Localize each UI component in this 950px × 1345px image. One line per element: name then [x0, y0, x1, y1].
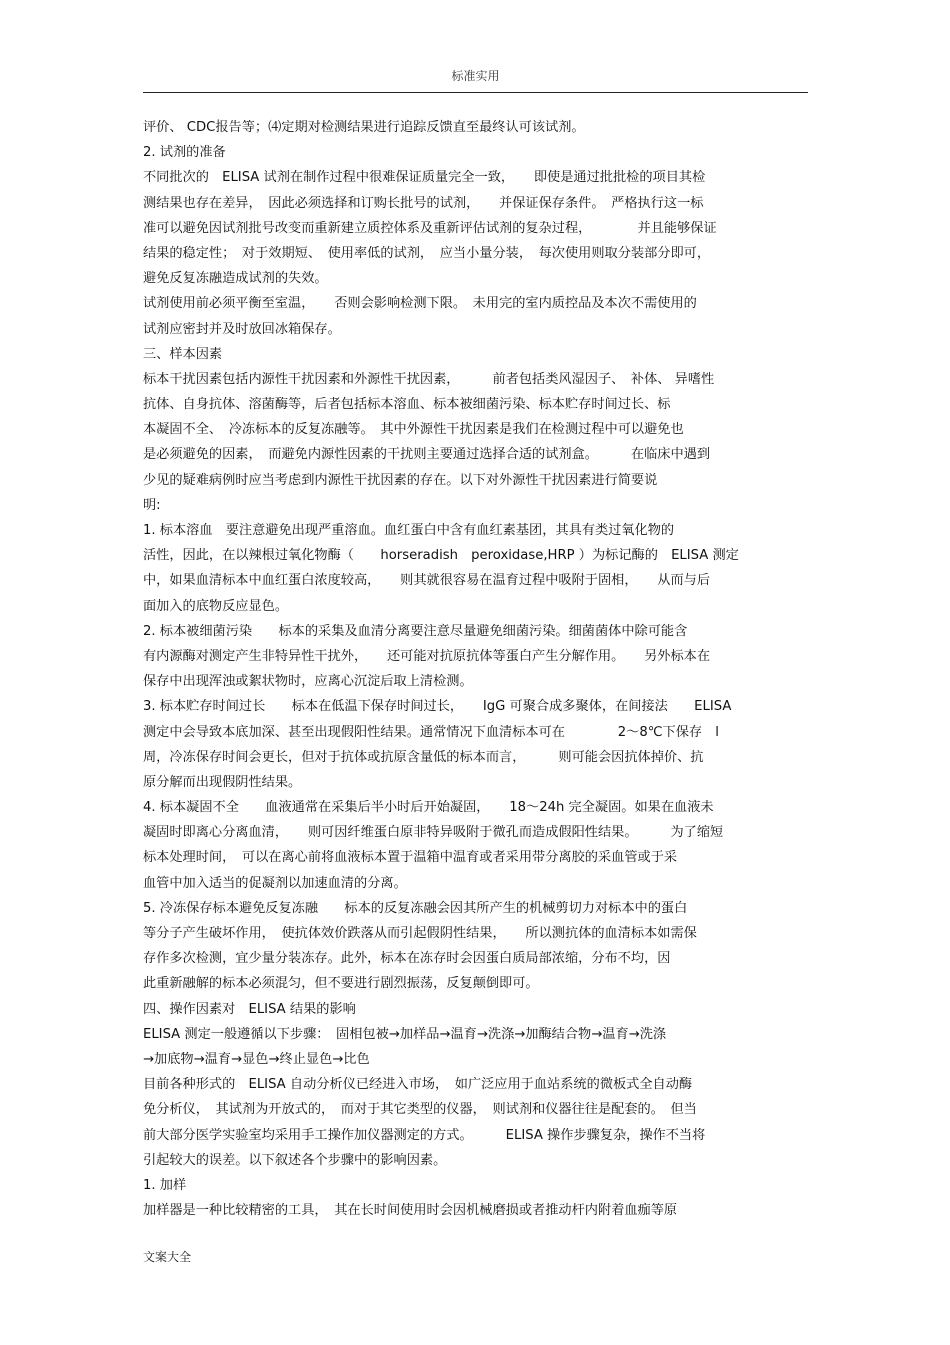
- text-line: 避免反复冻融造成试剂的失效。: [143, 271, 328, 287]
- text-line: 引起较大的误差。以下叙述各个步骤中的影响因素。: [143, 1152, 447, 1168]
- text-line: 加样器是一种比较精密的工具， 其在长时间使用时会因机械磨损或者推动杆内附着血痂等原: [143, 1203, 678, 1219]
- text-line: 不同批次的 ELISA 试剂在制作过程中很难保证质量完全一致， 即使是通过批批检的项目其检: [143, 170, 706, 186]
- text-line: 3. 标本贮存时间过长 标本在低温下保存时间过长， IgG 可聚合成多聚体，在间接法 ELISA: [143, 699, 732, 715]
- text-line: 免分析仪， 其试剂为开放式的， 而对于其它类型的仪器， 则试剂和仪器往往是配套的。 但当: [143, 1102, 697, 1118]
- text-line: 周，冷冻保存时间会更长，但对于抗体或抗原含量低的标本而言， 则可能会因抗体掉价、抗: [143, 749, 704, 765]
- text-line: 是必须避免的因素， 而避免内源性因素的干扰则主要通过选择合适的试剂盒。 在临床中遇到: [143, 447, 711, 463]
- text-line: 中，如果血清标本中血红蛋白浓度较高， 则其就很容易在温育过程中吸附于固相， 从而与后: [143, 573, 711, 589]
- text-line: 本凝固不全、 冷冻标本的反复冻融等。 其中外源性干扰因素是我们在检测过程中可以避免也: [143, 422, 684, 438]
- text-line: 明:: [143, 497, 161, 513]
- text-line: 原分解而出现假阴性结果。: [143, 774, 302, 790]
- header-title: 标准实用: [451, 69, 500, 83]
- text-line: 存作多次检测，宜少量分装冻存。此外，标本在冻存时会因蛋白质局部浓缩，分布不均，因: [143, 951, 671, 967]
- text-line: 1. 加样: [143, 1177, 187, 1193]
- text-line: 5. 冷冻保存标本避免反复冻融 标本的反复冻融会因其所产生的机械剪切力对标本中的蛋白: [143, 900, 688, 916]
- text-line: 抗体、自身抗体、溶菌酶等，后者包括标本溶血、标本被细菌污染、标本贮存时间过长、标: [143, 397, 671, 413]
- text-line: 测定中会导致本底加深、甚至出现假阳性结果。通常情况下血清标本可在 2～8℃下保存 l: [143, 724, 719, 740]
- text-line: 1. 标本溶血 要注意避免出现严重溶血。血红蛋白中含有血红素基团，其具有类过氧化物的: [143, 523, 675, 538]
- text-line: ELISA 测定一般遵循以下步骤： 固相包被→加样品→温育→洗涤→加酶结合物→温育→洗涤: [143, 1026, 667, 1042]
- text-line: 血管中加入适当的促凝剂以加速血清的分离。: [143, 875, 407, 891]
- text-line: 标本处理时间， 可以在离心前将血液标本置于温箱中温育或者采用带分离胶的采血管或于采: [143, 850, 678, 866]
- page-footer: [143, 1248, 191, 1266]
- text-line: →加底物→温育→显色→终止显色→比色: [143, 1051, 370, 1067]
- text-line: 少见的疑难病例时应当考虑到内源性干扰因素的存在。以下对外源性干扰因素进行简要说: [143, 472, 658, 488]
- text-line: 此重新融解的标本必须混匀，但不要进行剧烈振荡，反复颠倒即可。: [143, 976, 539, 992]
- document-body: [143, 115, 808, 1223]
- text-line: 4. 标本凝固不全 血液通常在采集后半小时后开始凝固， 18～24h 完全凝固。如果在血液未: [143, 800, 714, 816]
- text-line: 准可以避免因试剂批号改变而重新建立质控体系及重新评估试剂的复杂过程， 并且能够保证: [143, 220, 717, 236]
- text-line: 标本干扰因素包括内源性干扰因素和外源性干扰因素， 前者包括类风湿因子、 补体、 异嗜性: [143, 371, 715, 387]
- text-line: 目前各种形式的 ELISA 自动分析仪已经进入市场， 如广泛应用于血站系统的微板式全自动酶: [143, 1077, 693, 1093]
- text-line: 三、样本因素: [143, 346, 223, 362]
- text-line: 保存中出现浑浊或絮状物时，应离心沉淀后取上清检测。: [143, 674, 473, 690]
- text-line: 评价、 CDC报告等；⑷定期对检测结果进行追踪反馈直至最终认可该试剂。: [143, 120, 585, 135]
- text-line: 等分子产生破坏作用， 使抗体效价跌落从而引起假阴性结果， 所以测抗体的血清标本如需保: [143, 926, 697, 941]
- text-line: 测结果也存在差异， 因此必须选择和订购长批号的试剂， 并保证保存条件。 严格执行这一标: [143, 195, 704, 211]
- text-line: 四、操作因素对 ELISA 结果的影响: [143, 1001, 356, 1017]
- text-line: 试剂使用前必须平衡至室温， 否则会影响检测下限。 未用完的室内质控品及本次不需使用的: [143, 296, 697, 312]
- text-line: 有内源酶对测定产生非特异性干扰外， 还可能对抗原抗体等蛋白产生分解作用。 另外标本在: [143, 648, 711, 664]
- text-line: 活性，因此，在以辣根过氧化物酶（ horseradish peroxidase,HRP ）为标记酶的 ELISA 测定: [143, 548, 739, 564]
- text-line: 结果的稳定性； 对于效期短、 使用率低的试剂， 应当小量分装， 每次使用则取分装部分即可，: [143, 245, 711, 261]
- text-line: 2. 标本被细菌污染 标本的采集及血清分离要注意尽量避免细菌污染。细菌菌体中除可能含: [143, 623, 688, 639]
- text-line: 凝固时即离心分离血清， 则可因纤维蛋白原非特异吸附于微孔而造成假阳性结果。 为了缩短: [143, 825, 724, 841]
- text-line: 试剂应密封并及时放回冰箱保存。: [143, 321, 341, 337]
- text-line: 面加入的底物反应显色。: [143, 598, 289, 614]
- footer-text: 文案大全: [143, 1250, 192, 1264]
- page-header: [143, 66, 808, 93]
- text-line: 2. 试剂的准备: [143, 145, 226, 161]
- text-line: 前大部分医学实验室均采用手工操作加仪器测定的方式。 ELISA 操作步骤复杂，操作不当将: [143, 1127, 706, 1143]
